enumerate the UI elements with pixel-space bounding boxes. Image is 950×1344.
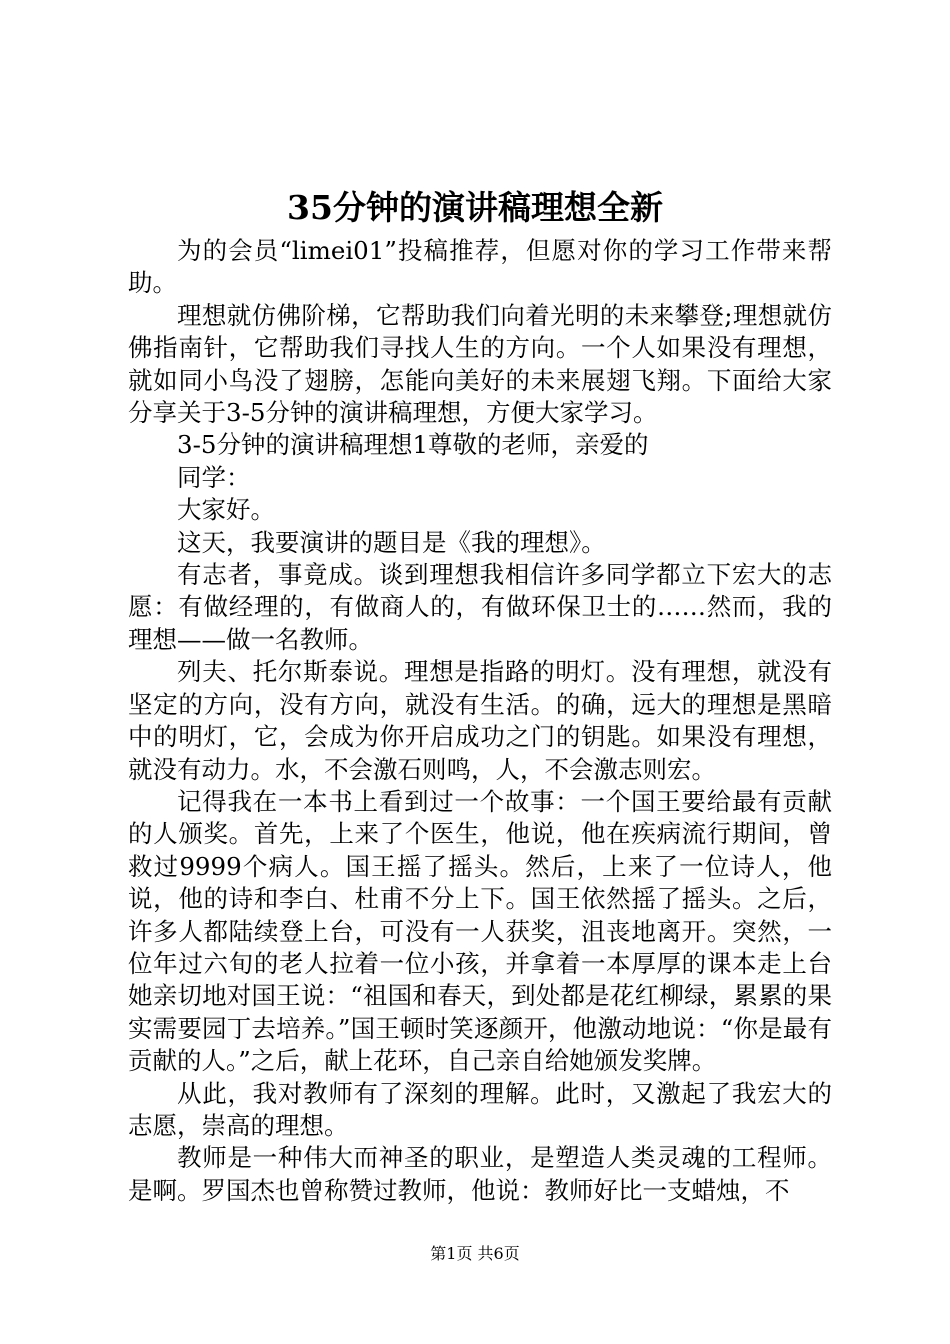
paragraph: 记得我在一本书上看到过一个故事：一个国王要给最有贡献的人颁奖。首先，上来了个医生，他说，他在疾病流行期间，曾救过9999个病人。国王摇了摇头。然后，上来了一位诗人，他说，他的诗和李白、杜甫不分上下。国王依然摇了摇头。之后，许多人都陆续登上台，可没有一人获奖，沮丧地离开。突然，一位年过六旬的老人拉着一位小孩，并拿着一本厚厚的课本走上台她亲切地对国王说：“祖国和春天，到处都是花红柳绿，累累的果实需要园丁去培养。”国王顿时笑逐颜开，他激动地说：“你是最有贡献的人。”之后，献上花环，自己亲自给她颁发奖牌。 [128, 786, 832, 1076]
paragraph: 同学： [177, 462, 251, 492]
paragraph: 列夫、托尔斯泰说。理想是指路的明灯。没有理想，就没有坚定的方向，没有方向，就没有生活。的确，远大的理想是黑暗中的明灯，它，会成为你开启成功之门的钥匙。如果没有理想，就没有动力。水，不会激石则鸣，人，不会激志则宏。 [128, 657, 832, 784]
paragraph: 教师是一种伟大而神圣的职业，是塑造人类灵魂的工程师。是啊。罗国杰也曾称赞过教师，他说：教师好比一支蜡烛，不 [128, 1143, 832, 1205]
paragraph: 有志者，事竟成。谈到理想我相信许多同学都立下宏大的志愿：有做经理的，有做商人的，有做环保卫士的……然而，我的理想——做一名教师。 [128, 560, 832, 654]
paragraph: 3-5分钟的演讲稿理想1尊敬的老师，亲爱的 [177, 430, 649, 460]
paragraph: 从此，我对教师有了深刻的理解。此时，又激起了我宏大的志愿，崇高的理想。 [128, 1078, 832, 1140]
document-body [128, 235, 832, 1207]
paragraph: 大家好。 [177, 495, 275, 525]
paragraph: 为的会员“limei01”投稿推荐，但愿对你的学习工作带来帮助。 [128, 236, 832, 298]
page-footer: 第1页 共6页 [430, 1244, 520, 1263]
paragraph: 这天，我要演讲的题目是《我的理想》。 [177, 527, 606, 557]
paragraph: 理想就仿佛阶梯，它帮助我们向着光明的未来攀登;理想就仿佛指南针，它帮助我们寻找人生的方向。一个人如果没有理想，就如同小鸟没了翅膀，怎能向美好的未来展翅飞翔。下面给大家分享关于3-5分钟的演讲稿理想，方便大家学习。 [128, 300, 832, 428]
page-title: 35分钟的演讲稿理想全新 [287, 188, 663, 227]
